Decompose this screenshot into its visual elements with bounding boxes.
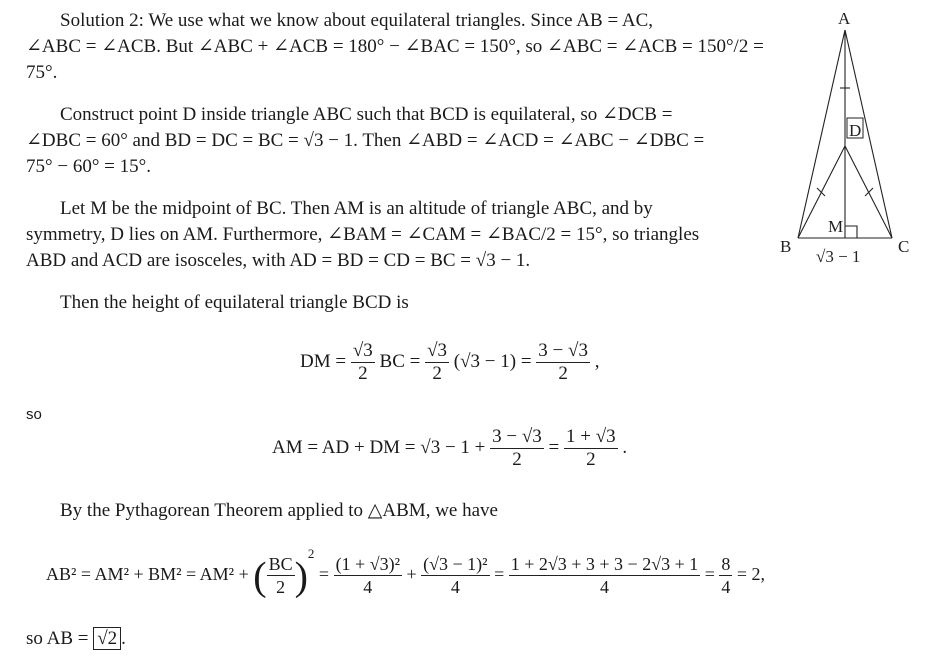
para2-line2: ∠DBC = 60° and BD = DC = BC = √3 − 1. Then ∠ABD = ∠ACD = ∠ABC − ∠DBC = xyxy=(26,130,705,151)
right-angle-mark xyxy=(845,226,857,238)
eq3-lhs: AB² = AM² + BM² = AM² + xyxy=(46,564,249,584)
eq3-f1-num: (1 + √3)² xyxy=(335,554,400,575)
eq1-term1: BC = xyxy=(379,350,421,372)
para4: Then the height of equilateral triangle BCD is xyxy=(60,292,409,313)
eq3-eq1: = xyxy=(318,564,330,584)
para5: By the Pythagorean Theorem applied to △ABM, we have xyxy=(60,500,498,521)
para1-line3: 75°. xyxy=(26,62,58,83)
left-paren: ( xyxy=(253,553,267,599)
eq1-f3-num: 3 − √3 xyxy=(538,340,588,361)
eq1-frac3 xyxy=(536,340,590,385)
eq3-f4-num: 8 xyxy=(721,554,731,575)
final-end: . xyxy=(121,628,126,649)
eq3-frac4 xyxy=(719,553,732,598)
eq2-lhs: AM = AD + DM = √3 − 1 + xyxy=(272,436,486,458)
label-a: A xyxy=(838,9,851,28)
side-ab xyxy=(798,30,845,238)
eq3-f3-den: 4 xyxy=(599,577,609,598)
eq1-f2-den: 2 xyxy=(432,363,442,384)
triangle-figure xyxy=(770,0,926,280)
eq3-eq2: = xyxy=(494,564,505,584)
eq3-f1-den: 4 xyxy=(363,577,373,598)
final-answer-line xyxy=(26,626,126,652)
tick-cd xyxy=(865,188,873,196)
eq1-f3-den: 2 xyxy=(558,363,568,384)
para3-line3: ABD and ACD are isosceles, with AD = BD = CD = BC = √3 − 1. xyxy=(26,250,531,271)
eq1-term2: (√3 − 1) = xyxy=(453,350,532,372)
eq1-end: , xyxy=(594,350,600,372)
eq2-eq: = xyxy=(548,436,560,458)
eq3-f2-den: 4 xyxy=(450,577,460,598)
eq1-f2-num: √3 xyxy=(427,340,448,361)
eq2-frac2 xyxy=(564,426,618,471)
so-label: so xyxy=(26,406,42,423)
eq2-end: . xyxy=(622,436,628,458)
para3-line1: Let M be the midpoint of BC. Then AM is an altitude of triangle ABC, and by xyxy=(60,198,653,219)
para2-line3: 75° − 60° = 15°. xyxy=(26,156,151,177)
para2-line1: Construct point D inside triangle ABC such that BCD is equilateral, so ∠DCB = xyxy=(60,104,673,125)
eq3-frac3 xyxy=(509,553,701,598)
label-b: B xyxy=(780,237,792,256)
eq1-f1-den: 2 xyxy=(358,363,368,384)
label-c: C xyxy=(898,237,910,256)
eq3-pn: BC xyxy=(268,554,293,575)
eq1-lhs: DM = xyxy=(300,350,347,372)
para1-line2: ∠ABC = ∠ACB. But ∠ABC + ∠ACB = 180° − ∠BAC = 150°, so ∠ABC = ∠ACB = 150°/2 = xyxy=(26,36,764,57)
eq2-f1-num: 3 − √3 xyxy=(492,426,542,447)
eq3-pd: 2 xyxy=(276,577,286,598)
final-pre: so AB = xyxy=(26,628,89,649)
eq3-frac1 xyxy=(334,553,402,598)
final-answer-box: √2 xyxy=(93,627,121,650)
eq1-frac2 xyxy=(425,340,449,385)
eq3-f3-num: 1 + 2√3 + 3 + 3 − 2√3 + 1 xyxy=(510,554,699,575)
eq2-f2-num: 1 + √3 xyxy=(566,426,616,447)
eq3-exp: 2 xyxy=(307,546,315,561)
para1-line1: Solution 2: We use what we know about equilateral triangles. Since AB = AC, xyxy=(60,10,653,31)
eq2-frac1 xyxy=(490,426,544,471)
eq3-paren-frac xyxy=(267,553,295,598)
equation-ab xyxy=(46,546,765,599)
eq3-plus: + xyxy=(406,564,417,584)
eq3-f4-den: 4 xyxy=(721,577,731,598)
eq3-end: = 2, xyxy=(736,564,766,584)
eq2-f2-den: 2 xyxy=(586,449,596,470)
eq1-frac1 xyxy=(351,340,375,385)
eq1-f1-num: √3 xyxy=(352,340,373,361)
right-paren: ) xyxy=(294,553,308,599)
equation-am xyxy=(272,426,627,471)
equation-dm xyxy=(300,340,599,385)
para3-line2: symmetry, D lies on AM. Furthermore, ∠BAM = ∠CAM = ∠BAC/2 = 15°, so triangles xyxy=(26,224,700,245)
eq3-eq3: = xyxy=(704,564,715,584)
label-d: D xyxy=(849,121,862,140)
label-m: M xyxy=(828,217,844,236)
label-base: √3 − 1 xyxy=(816,247,861,266)
eq3-frac2 xyxy=(421,553,489,598)
eq3-f2-num: (√3 − 1)² xyxy=(423,554,488,575)
tick-bd xyxy=(817,188,825,196)
eq2-f1-den: 2 xyxy=(512,449,522,470)
